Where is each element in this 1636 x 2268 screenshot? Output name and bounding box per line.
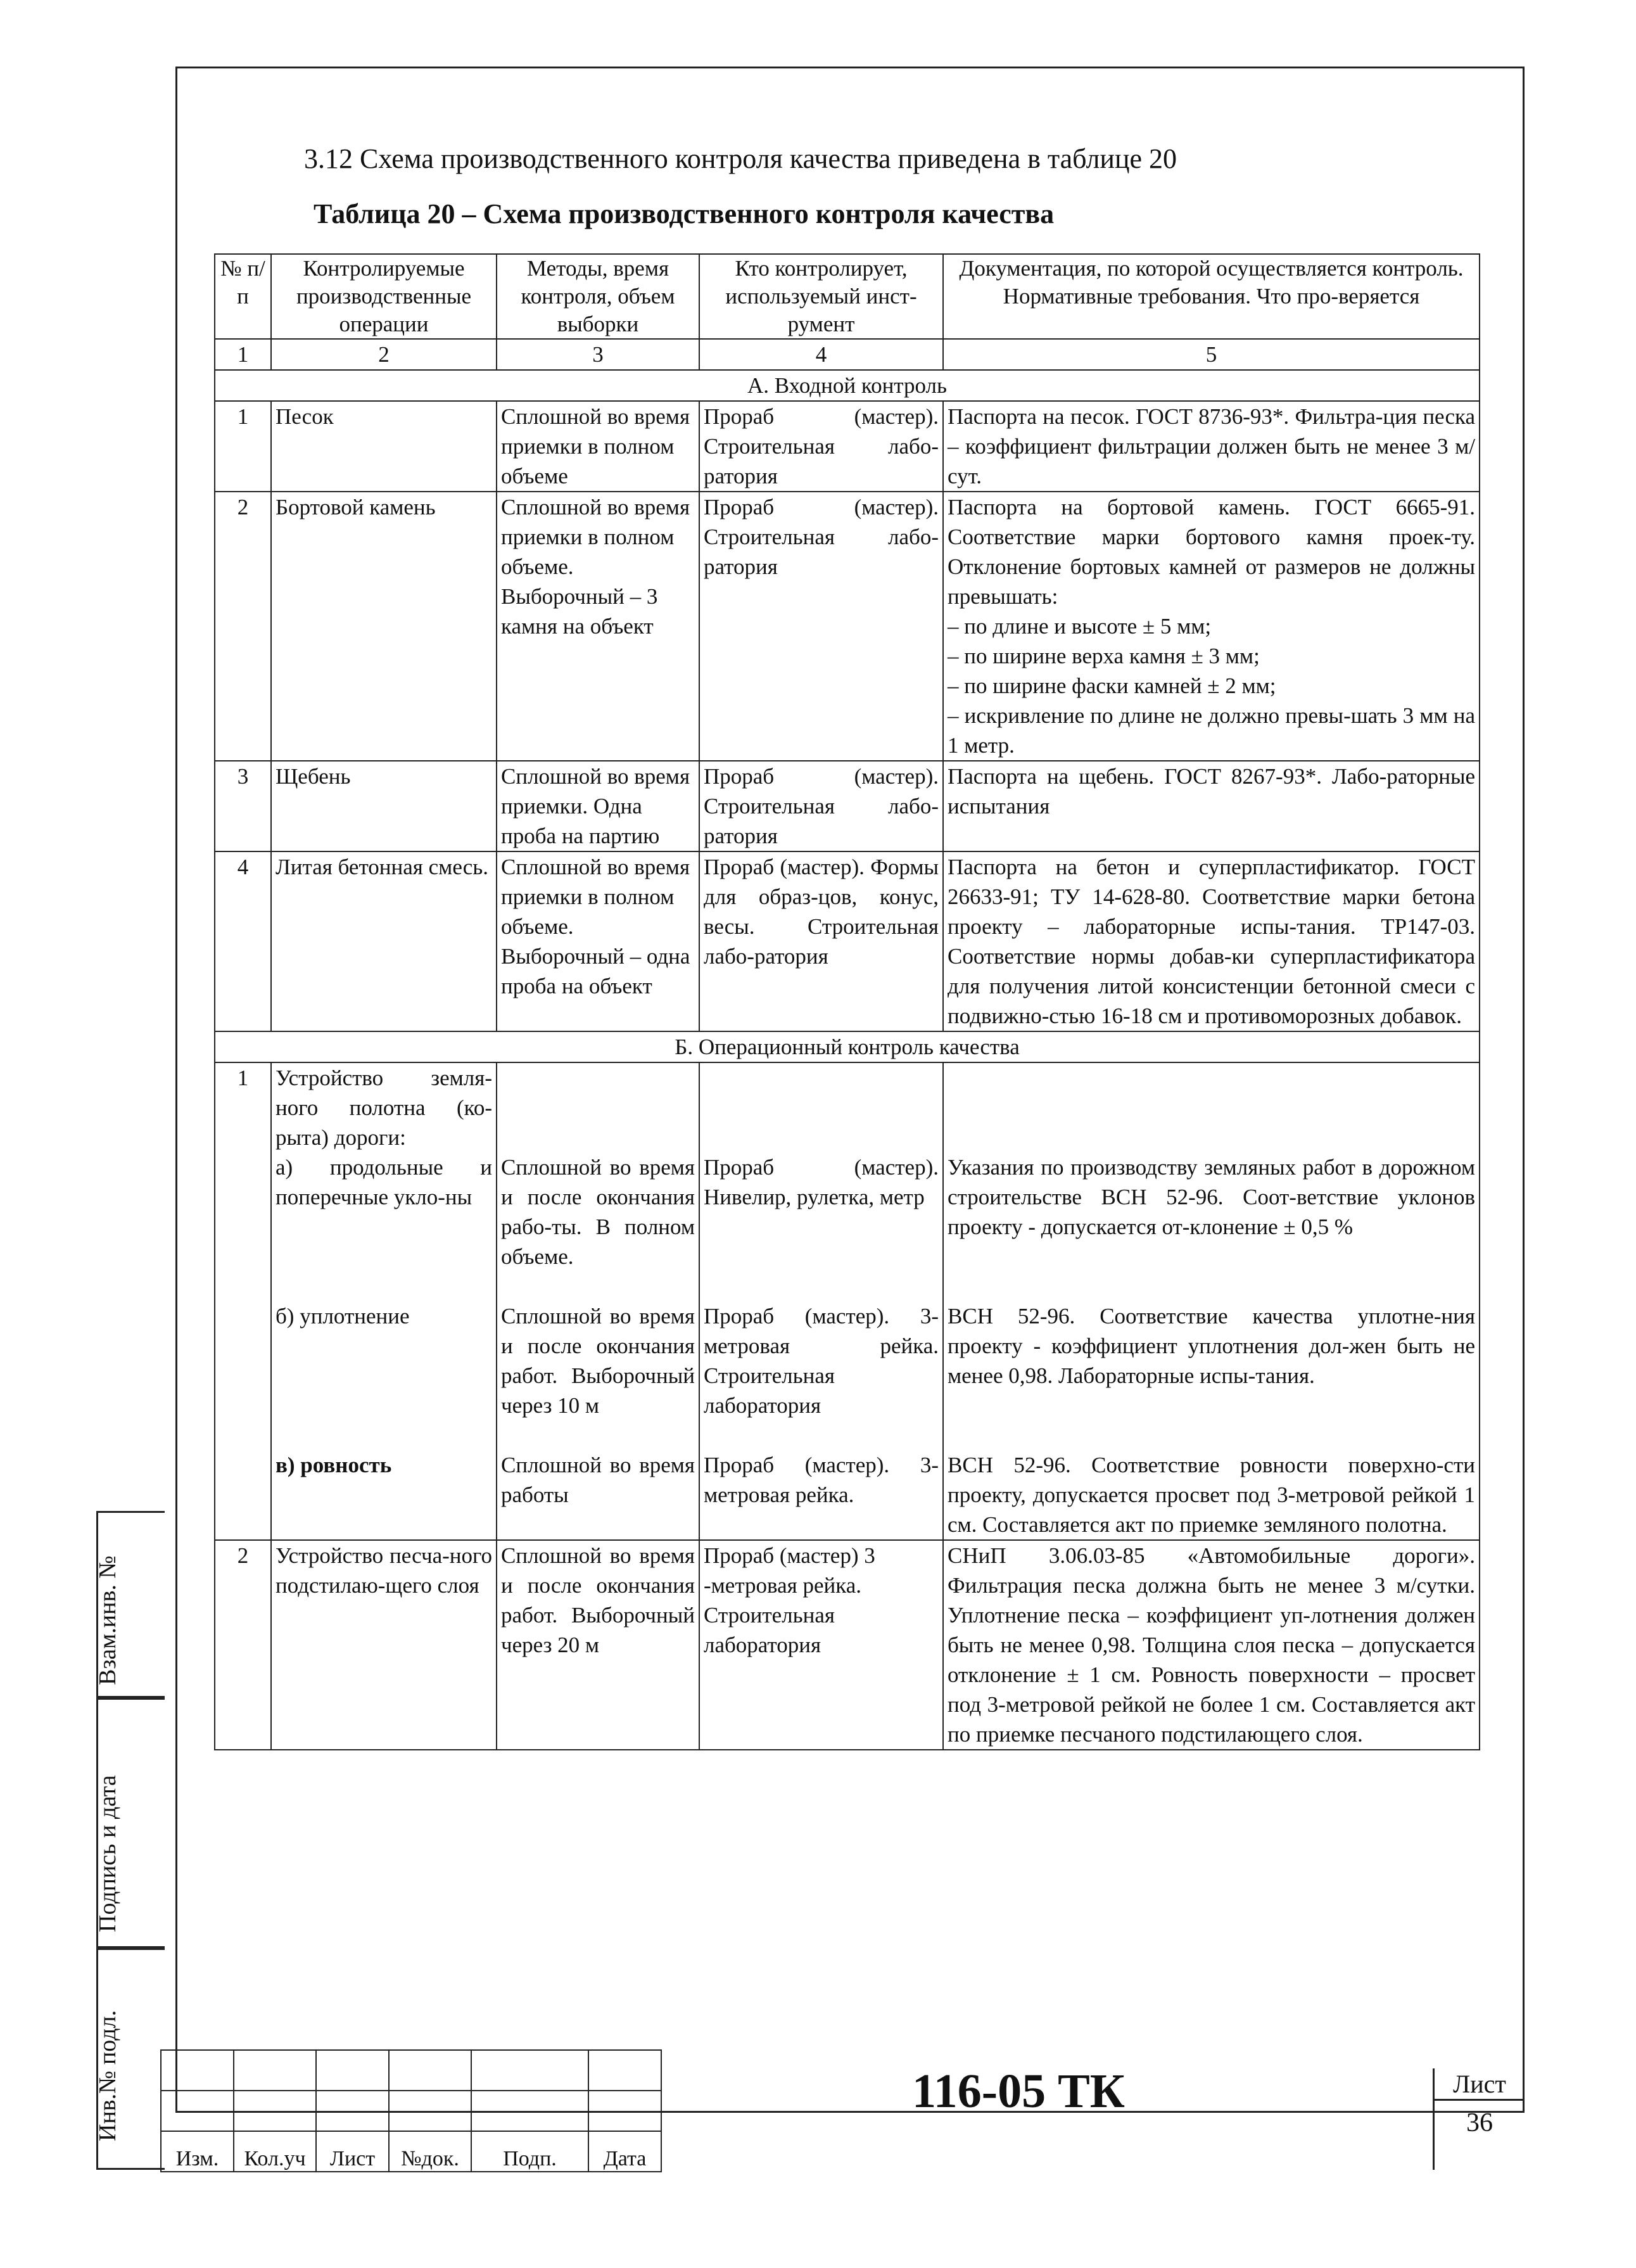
table-row bbox=[215, 492, 1480, 761]
title-block-grid bbox=[160, 2049, 662, 2172]
sheet-label: Лист bbox=[1435, 2068, 1525, 2101]
doc-list-item: – по ширине верха камня ± 3 мм; bbox=[948, 644, 1260, 668]
sub-controller: Прораб (мастер). 3-метровая рейка. Строительная лаборатория bbox=[704, 1304, 939, 1418]
title-block bbox=[160, 2049, 1525, 2170]
row-method: Сплошной во время и после окончания работ. Выборочный через 20 м bbox=[497, 1540, 699, 1750]
row-documentation bbox=[943, 492, 1480, 761]
row-documentation: СНиП 3.06.03-85 «Автомобильные дороги». Фильтрация песка должна быть не менее 3 м/сутки. Уплотнение песка – коэффициент уп-лотнения должен быть не менее 0,98. Толщина слоя песка – допускается отклонение ± 1 см. Ровность поверхности – просвет под 3-метровой рейкой не более 1 см. Составляется акт по приемке песчаного подстилающего слоя. bbox=[943, 1540, 1480, 1750]
row-operation bbox=[271, 1062, 497, 1540]
row-operation: Бортовой камень bbox=[271, 492, 497, 761]
sub-documentation: ВСН 52-96. Соответствие качества уплотне-ния проекту - коэффициент уплотнения дол-жен быть не менее 0,98. Лабораторные испы-тания. bbox=[948, 1304, 1475, 1388]
column-number: 1 bbox=[215, 339, 271, 370]
column-number: 3 bbox=[497, 339, 699, 370]
header-controller: Кто контролирует, используемый инст-румент bbox=[699, 254, 943, 339]
sub-method: Сплошной во время и после окончания рабо-ты. В полном объеме. bbox=[501, 1155, 695, 1269]
side-label-vzam: Взам.инв. № bbox=[94, 1555, 121, 1685]
title-col-label: Дата bbox=[588, 2131, 661, 2172]
doc-list-item: – искривление по длине не должно превы-шать 3 мм на 1 метр. bbox=[948, 703, 1475, 758]
row-number: 2 bbox=[215, 492, 271, 761]
title-col-label: Лист bbox=[316, 2131, 389, 2172]
table-row bbox=[215, 761, 1480, 851]
sub-method: Сплошной во время и после окончания работ. Выборочный через 10 м bbox=[501, 1304, 695, 1418]
row-controller bbox=[699, 1062, 943, 1540]
row-documentation: Паспорта на щебень. ГОСТ 8267-93*. Лабо-раторные испытания bbox=[943, 761, 1480, 851]
side-label-podpis: Подпись и дата bbox=[94, 1774, 121, 1932]
header-documentation: Документация, по которой осуществляется контроль. Нормативные требования. Что про-веряется bbox=[943, 254, 1480, 339]
section-heading bbox=[215, 1031, 1480, 1062]
row-controller: Прораб (мастер). Строительная лабо-ратория bbox=[699, 492, 943, 761]
row-documentation bbox=[943, 1062, 1480, 1540]
sub-documentation: Указания по производству земляных работ в дорожном строительстве ВСН 52-96. Соот-ветствие уклонов проекту - допускается от-клонение ± 0,5 % bbox=[948, 1155, 1475, 1239]
row-method: Сплошной во время приемки в полном объеме. Выборочный – одна проба на объект bbox=[497, 851, 699, 1031]
title-col-label: Изм. bbox=[161, 2131, 234, 2172]
row-documentation: Паспорта на песок. ГОСТ 8736-93*. Фильтра-ция песка – коэффициент фильтрации должен быть не менее 3 м/сут. bbox=[943, 401, 1480, 492]
sub-documentation: ВСН 52-96. Соответствие ровности поверхно-сти проекту, допускается просвет под 3-метровой рейкой 1 см. Составляется акт по приемке земляного полотна. bbox=[948, 1453, 1475, 1537]
side-label-inv: Инв.№ подл. bbox=[94, 2010, 121, 2141]
quality-control-table bbox=[214, 253, 1480, 1750]
row-number: 1 bbox=[215, 401, 271, 492]
doc-text: Паспорта на бортовой камень. ГОСТ 6665-91. Соответствие марки бортового камня проек-ту. Отклонение бортовых камней от размеров не должны превышать: bbox=[948, 495, 1475, 609]
row-number: 3 bbox=[215, 761, 271, 851]
column-number: 4 bbox=[699, 339, 943, 370]
table-row bbox=[215, 1540, 1480, 1750]
table-column-numbers bbox=[215, 339, 1480, 370]
header-operations: Контролируемые производственные операции bbox=[271, 254, 497, 339]
row-operation: Литая бетонная смесь. bbox=[271, 851, 497, 1031]
section-b-title: Б. Операционный контроль качества bbox=[215, 1031, 1480, 1062]
title-col-label: Кол.уч bbox=[234, 2131, 316, 2172]
doc-list-item: – по длине и высоте ± 5 мм; bbox=[948, 614, 1212, 639]
row-number: 2 bbox=[215, 1540, 271, 1750]
row-controller: Прораб (мастер). Формы для образ-цов, конус, весы. Строительная лабо-ратория bbox=[699, 851, 943, 1031]
sub-operation: в) ровность bbox=[276, 1453, 392, 1477]
document-code: 116-05 ТК bbox=[912, 2065, 1125, 2118]
title-col-label: №док. bbox=[389, 2131, 471, 2172]
row-method bbox=[497, 1062, 699, 1540]
row-controller: Прораб (мастер). Строительная лабо-ратория bbox=[699, 401, 943, 492]
table-caption: Таблица 20 – Схема производственного контроля качества bbox=[314, 198, 1055, 229]
title-col-label: Подп. bbox=[471, 2131, 588, 2172]
sub-method: Сплошной во время работы bbox=[501, 1453, 695, 1507]
sub-controller: Прораб (мастер). 3-метровая рейка. bbox=[704, 1453, 939, 1507]
row-method: Сплошной во время приемки в полном объеме bbox=[497, 401, 699, 492]
section-heading bbox=[215, 370, 1480, 401]
sub-operation: а) продольные и поперечные укло-ны bbox=[276, 1155, 492, 1209]
row-operation: Щебень bbox=[271, 761, 497, 851]
row-number: 4 bbox=[215, 851, 271, 1031]
row-method: Сплошной во время приемки. Одна проба на партию bbox=[497, 761, 699, 851]
header-methods: Методы, время контроля, объем выборки bbox=[497, 254, 699, 339]
row-controller: Прораб (мастер) 3 -метровая рейка. Строительная лаборатория bbox=[699, 1540, 943, 1750]
table-row bbox=[215, 1062, 1480, 1540]
sub-controller: Прораб (мастер). Нивелир, рулетка, метр bbox=[704, 1155, 939, 1209]
section-a-title: А. Входной контроль bbox=[215, 370, 1480, 401]
row-method: Сплошной во время приемки в полном объеме. Выборочный – 3 камня на объект bbox=[497, 492, 699, 761]
column-number: 5 bbox=[943, 339, 1480, 370]
row-operation: Устройство песча-ного подстилаю-щего слоя bbox=[271, 1540, 497, 1750]
column-number: 2 bbox=[271, 339, 497, 370]
intro-paragraph: 3.12 Схема производственного контроля качества приведена в таблице 20 bbox=[304, 143, 1177, 174]
row-number: 1 bbox=[215, 1062, 271, 1540]
sheet-box bbox=[1433, 2068, 1525, 2170]
table-header-row bbox=[215, 254, 1480, 339]
table-row bbox=[215, 851, 1480, 1031]
sub-operation: б) уплотнение bbox=[276, 1304, 410, 1328]
row-operation: Песок bbox=[271, 401, 497, 492]
operation-title: Устройство земля-ного полотна (ко-рыта) дороги: bbox=[276, 1066, 492, 1150]
row-documentation: Паспорта на бетон и суперпластификатор. ГОСТ 26633-91; ТУ 14-628-80. Соответствие марки бетона проекту – лабораторные испы-тания. ТР147-03. Соответствие нормы добав-ки суперпластификатора для получения литой консистенции бетонной смеси с подвижно-стью 16-18 см и противоморозных добавок. bbox=[943, 851, 1480, 1031]
table-row bbox=[215, 401, 1480, 492]
header-number: № п/п bbox=[215, 254, 271, 339]
row-controller: Прораб (мастер). Строительная лабо-ратория bbox=[699, 761, 943, 851]
sheet-number: 36 bbox=[1466, 2108, 1493, 2137]
doc-list-item: – по ширине фаски камней ± 2 мм; bbox=[948, 673, 1276, 698]
